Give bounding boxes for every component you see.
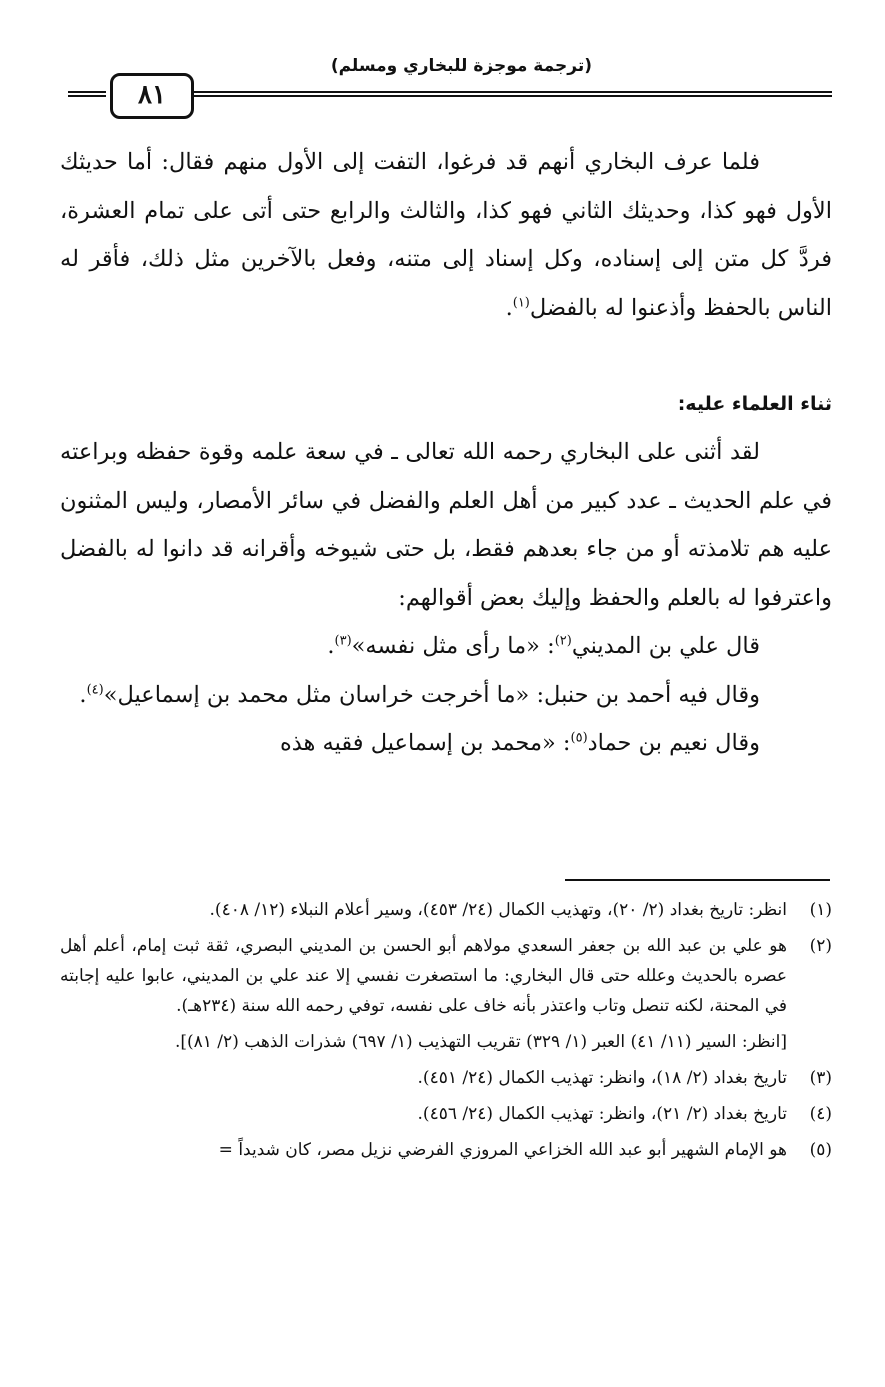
footnote-number: (١) bbox=[809, 900, 832, 920]
quote-nuaym: وقال نعيم بن حماد$^{(٥)}$: «محمد بن إسماعيل فقيه هذه bbox=[279, 730, 760, 756]
footnote-ref: (٥) bbox=[570, 730, 588, 746]
quote-ahmad: وقال فيه أحمد بن حنبل: «ما أخرجت خراسان مثل محمد بن إسماعيل»$^{(٤)}$. bbox=[79, 681, 760, 708]
page-number: ٨١ bbox=[110, 73, 194, 119]
main-paragraph bbox=[60, 138, 832, 332]
footnote-ref: (٤) bbox=[86, 682, 104, 697]
footnote-number: (٤) bbox=[809, 1104, 832, 1124]
paragraph-praise: لقد أثنى على البخاري رحمه الله تعالى ـ في سعة علمه وقوة حفظه وبراعته في علم الحديث ـ عدد كبير من أهل العلم والفضل في سائر الأمصار، وليس المثنون عليه هم تلامذته أو من جاء بعدهم فقط، بل حتى شيوخه وأقرانه قد دانوا له بالفضل واعترفوا له بالعلم والحفظ وإليك بعض أقوالهم: bbox=[60, 439, 832, 611]
footnote bbox=[60, 895, 832, 925]
footnote-text: انظر: تاريخ بغداد (٢/ ٢٠)، وتهذيب الكمال (٢٤/ ٤٥٣)، وسير أعلام النبلاء (١٢/ ٤٠٨). bbox=[209, 900, 787, 920]
quote-ibn-madini: قال علي بن المديني$^{(٢)}$: «ما رأى مثل نفسه»$^{(٣)}$. bbox=[327, 633, 760, 659]
footnote-ref: (٣) bbox=[334, 633, 352, 649]
footnote-ref: (١) bbox=[512, 295, 530, 310]
footnote bbox=[60, 931, 832, 1021]
footnote bbox=[60, 1063, 832, 1093]
footnote-text: تاريخ بغداد (٢/ ٢١)، وانظر: تهذيب الكمال (٢٤/ ٤٥٦). bbox=[417, 1104, 787, 1124]
footnote bbox=[60, 1135, 832, 1165]
header-rule-short bbox=[68, 91, 106, 97]
footnote-separator bbox=[565, 879, 830, 881]
running-title: (ترجمة موجزة للبخاري ومسلم) bbox=[330, 56, 592, 76]
footnote-number: (٣) bbox=[809, 1068, 832, 1088]
footnote-ref: (٢) bbox=[554, 633, 572, 649]
section-heading: ثناء العلماء عليه: bbox=[677, 393, 832, 415]
footnote-text: [انظر: السير (١١/ ٤١) العبر (١/ ٣٢٩) تقريب التهذيب (١/ ٦٩٧) شذرات الذهب (٢/ ٨١)]. bbox=[174, 1032, 787, 1052]
footnote bbox=[60, 1099, 832, 1129]
footnote-continuation bbox=[60, 1027, 832, 1057]
footnote-number: (٥) bbox=[809, 1140, 832, 1160]
header-rule bbox=[192, 91, 832, 97]
footnotes bbox=[60, 895, 832, 1171]
page-header bbox=[60, 50, 832, 120]
footnote-text: هو الإمام الشهير أبو عبد الله الخزاعي المروزي الفرضي نزيل مصر، كان شديداً = bbox=[218, 1140, 787, 1160]
footnote-number: (٢) bbox=[809, 936, 832, 956]
footnote-text: هو علي بن عبد الله بن جعفر السعدي مولاهم أبو الحسن بن المديني البصري، ثقة ثبت إمام، أعلم أهل عصره بالحديث وعلله حتى قال البخاري: ما استصغرت نفسي إلا عند علي بن المديني، عابوا عليه إجابته في المحنة، لكنه تنصل وتاب واعتذر بأنه خاف على نفسه، توفي رحمه الله سنة (٢٣٤هـ). bbox=[60, 936, 787, 1016]
paragraph-recitation: فلما عرف البخاري أنهم قد فرغوا، التفت إلى الأول منهم فقال: أما حديثك الأول فهو كذا، وحديثك الثاني فهو كذا، والثالث والرابع حتى أتى على تمام العشرة، فردَّ كل متن إلى إسناده، وكل إسناد إلى متنه، وفعل بالآخرين مثل ذلك، فأقر له الناس بالحفظ وأذعنوا له بالفضل$^{(١)}$. bbox=[60, 149, 832, 321]
footnote-text: تاريخ بغداد (٢/ ١٨)، وانظر: تهذيب الكمال (٢٤/ ٤٥١). bbox=[417, 1068, 787, 1088]
main-paragraph-2 bbox=[60, 428, 832, 768]
